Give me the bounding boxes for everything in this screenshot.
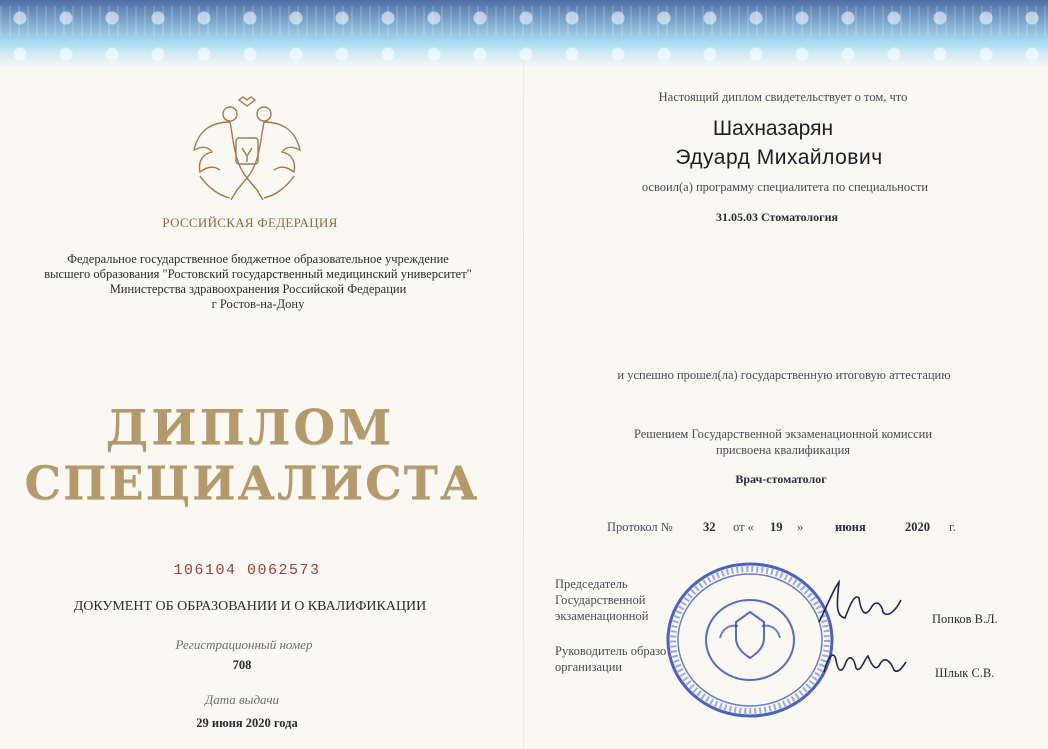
diploma-title: ДИПЛОМ xyxy=(105,400,395,456)
issue-date-label: Дата выдачи xyxy=(204,692,280,707)
protocol-month: июня xyxy=(835,520,866,534)
head-role xyxy=(555,643,666,675)
specialty: 31.05.03 Стоматология xyxy=(716,210,838,224)
graduate-given-names: Эдуард Михайлович xyxy=(675,146,883,169)
program-text: освоил(а) программу специалитета по специальности xyxy=(641,180,929,194)
issuer-block xyxy=(44,252,472,312)
commission-decision xyxy=(634,426,932,458)
issue-date: 29 июня 2020 года xyxy=(196,716,298,730)
registration-label: Регистрационный номер xyxy=(175,637,313,652)
protocol-label: Протокол № xyxy=(607,520,673,534)
issuer-line: высшего образования "Ростовский государственный медицинский университет" xyxy=(44,267,472,281)
chair-signature-icon xyxy=(815,572,905,636)
issuer-line: г Ростов-на-Дону xyxy=(211,297,305,311)
issuer-line: Федеральное государственное бюджетное образовательное учреждение xyxy=(67,252,449,266)
head-role-line: организации xyxy=(555,660,623,674)
serial-number: 106104 0062573 xyxy=(173,562,321,579)
protocol-close-quote: » xyxy=(797,520,804,534)
chair-role-line: Председатель xyxy=(555,577,628,591)
decision-line: присвоена квалификация xyxy=(715,443,851,457)
document-type: ДОКУМЕНТ ОБ ОБРАЗОВАНИИ И О КВАЛИФИКАЦИИ xyxy=(73,599,427,614)
chair-role-line: Государственной xyxy=(555,593,646,607)
official-seal-stamp-icon xyxy=(665,560,835,720)
head-role-line: Руководитель образо xyxy=(555,644,667,658)
chair-name: Попков В.Л. xyxy=(932,612,998,626)
chair-role xyxy=(555,576,648,624)
decision-line: Решением Государственной экзаменационной комиссии xyxy=(633,427,933,441)
protocol-number: 32 xyxy=(703,520,716,534)
country-name: РОССИЙСКАЯ ФЕДЕРАЦИЯ xyxy=(162,215,338,230)
graduate-surname: Шахназарян xyxy=(712,117,834,140)
protocol-day: 19 xyxy=(770,520,783,534)
double-headed-eagle-emblem-icon xyxy=(190,92,304,212)
chair-role-line: экзаменационной xyxy=(555,609,649,623)
protocol-year-suffix: г. xyxy=(949,520,956,534)
band-pattern xyxy=(0,6,1048,36)
page-fold xyxy=(523,60,524,749)
issuer-line: Министерства здравоохранения Российской Федерации xyxy=(109,282,407,296)
protocol-year: 2020 xyxy=(905,520,930,534)
qualification: Врач-стоматолог xyxy=(735,472,827,486)
head-name: Шлык С.В. xyxy=(935,666,995,680)
registration-number: 708 xyxy=(232,658,252,672)
head-signature-icon xyxy=(820,642,910,686)
diploma-subtitle: СПЕЦИАЛИСТА xyxy=(24,456,480,510)
attestation-text: и успешно прошел(ла) государственную итоговую аттестацию xyxy=(617,368,951,382)
protocol-from: от « xyxy=(733,520,754,534)
attests-text: Настоящий диплом свидетельствует о том, что xyxy=(658,90,908,104)
